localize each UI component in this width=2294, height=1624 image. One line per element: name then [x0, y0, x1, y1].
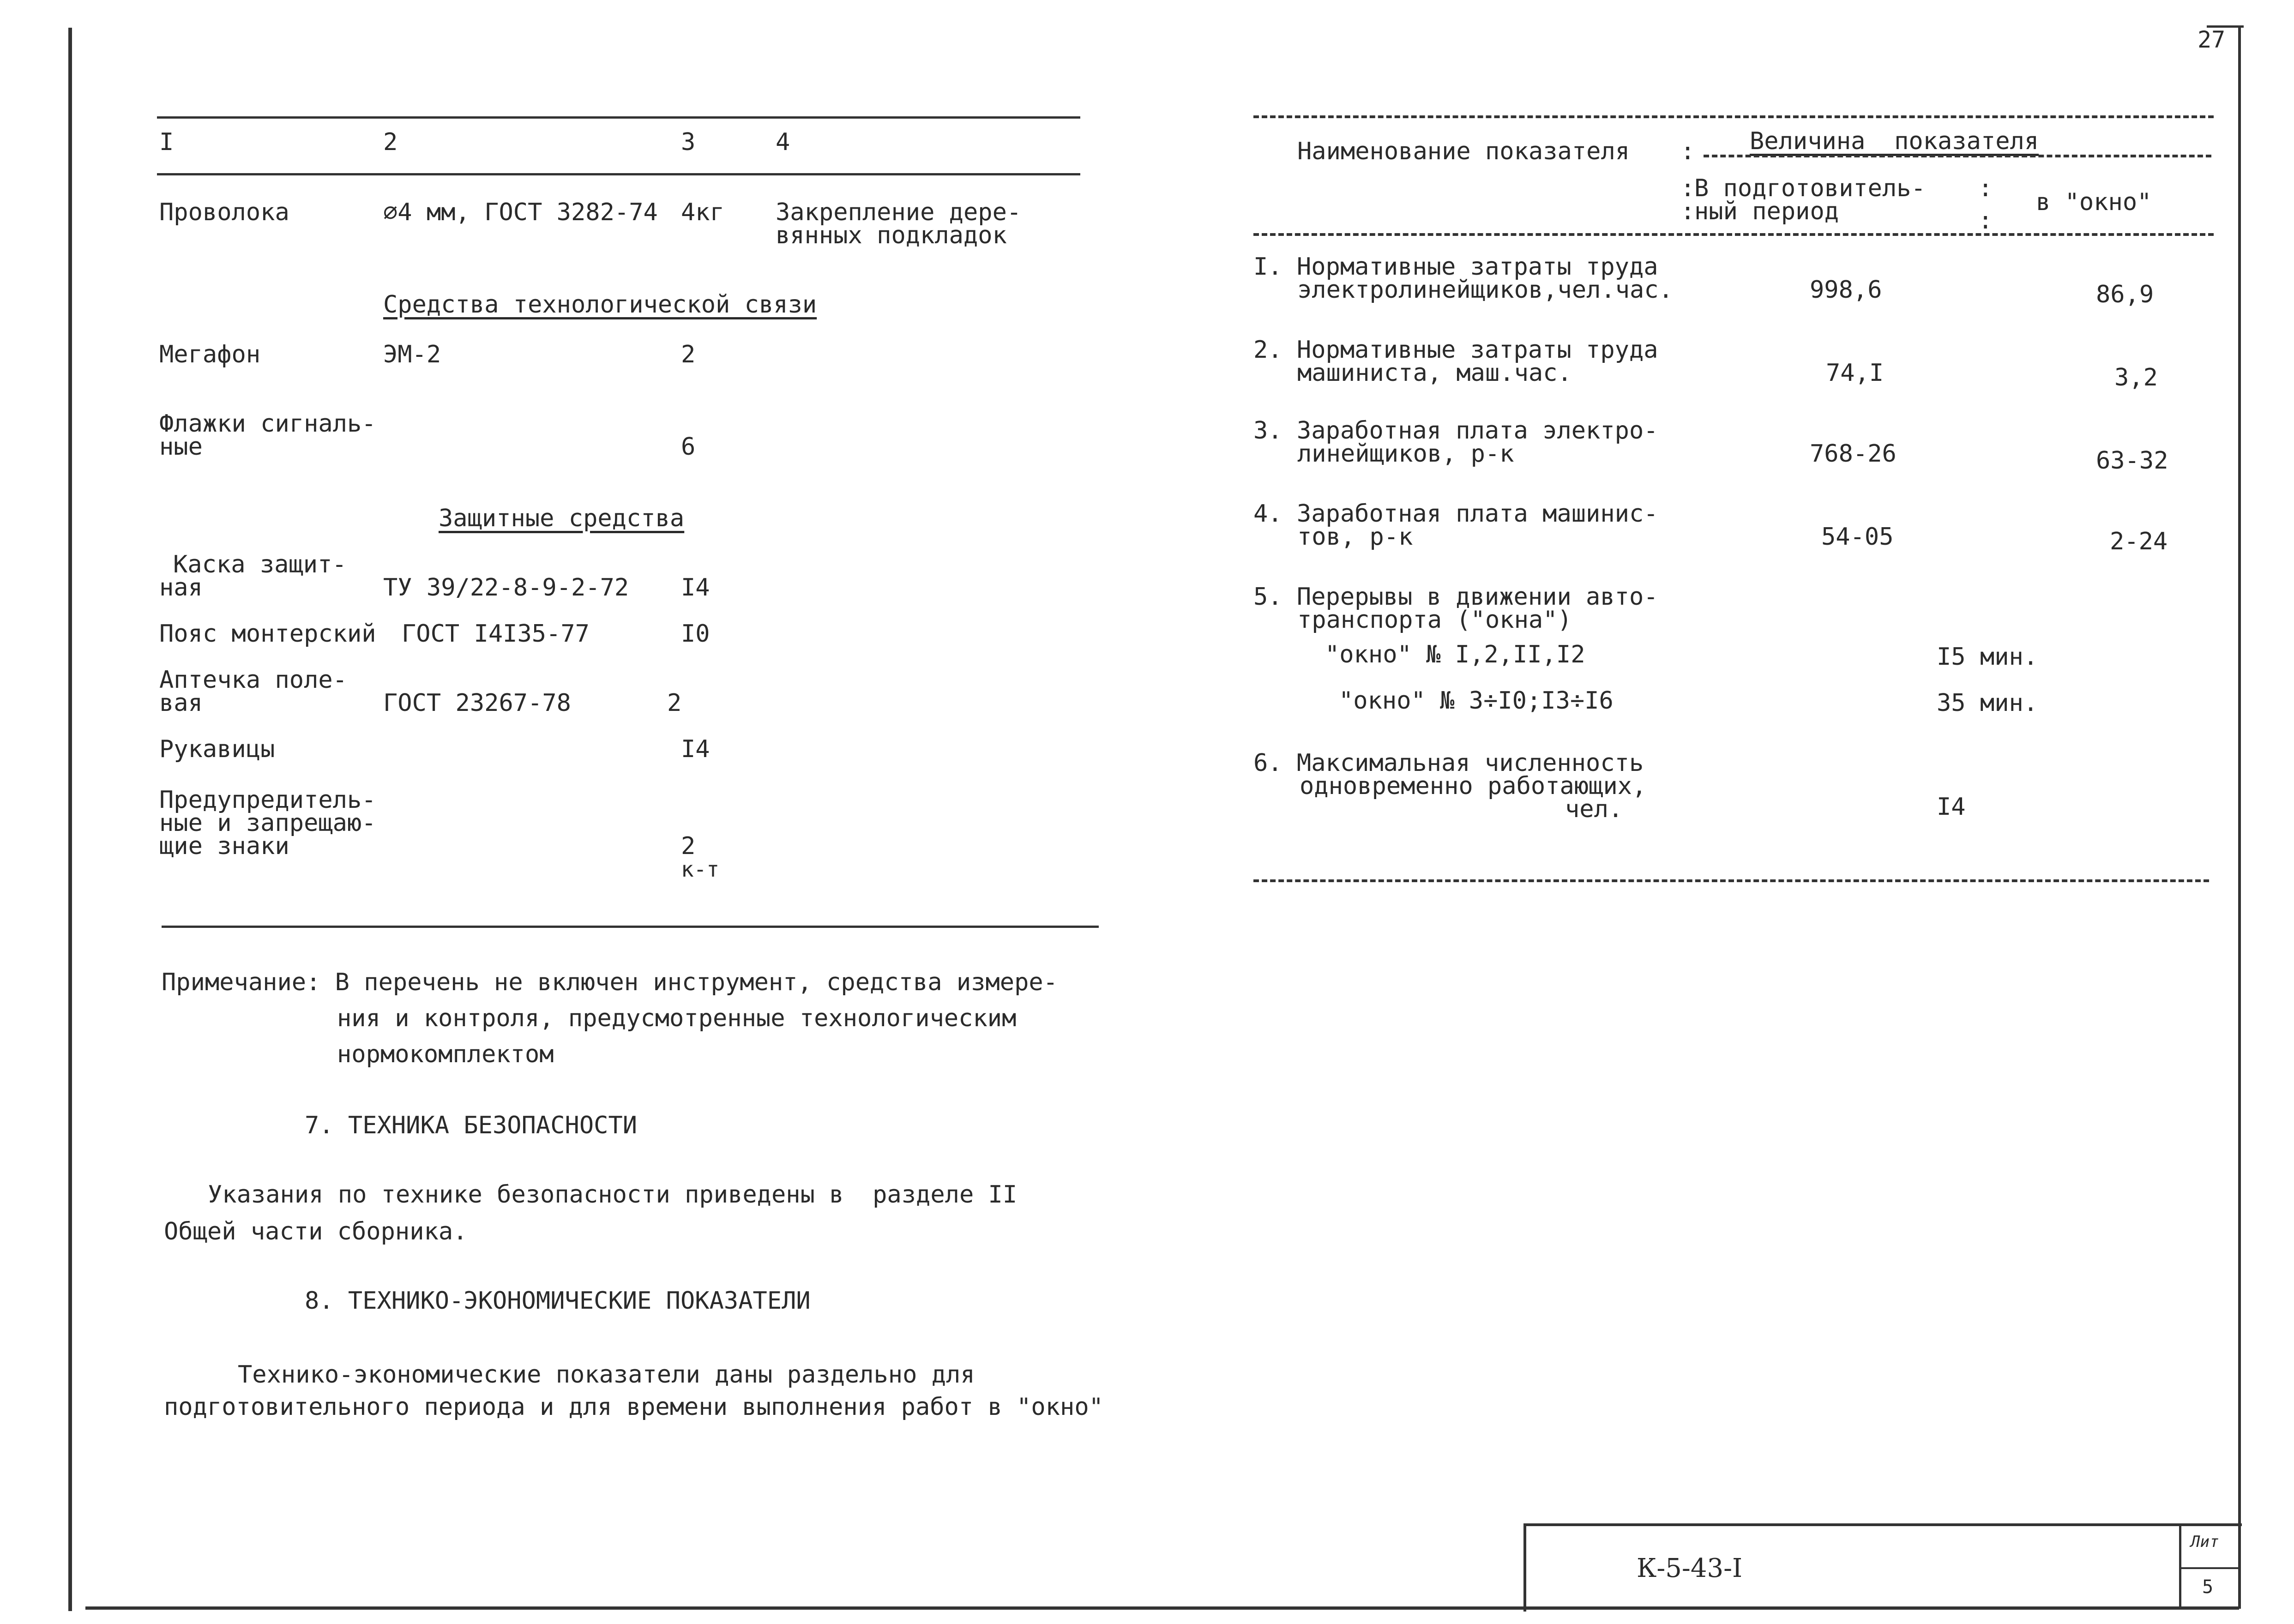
- table-bottom-line: [162, 926, 1099, 928]
- col-header-1: I: [159, 128, 174, 156]
- row-qty: 2: [667, 689, 682, 717]
- table-top-line: [157, 116, 1080, 119]
- section-7-text: Указания по технике безопасности приведены в разделе II: [208, 1181, 1018, 1209]
- header-bottom-line: [157, 173, 1080, 175]
- header-col2: в "окно": [2036, 188, 2152, 216]
- header-sep: :: [1680, 138, 1695, 165]
- row-name: Флажки сигналь-: [159, 410, 376, 438]
- header-group-dash: [1704, 155, 2211, 157]
- section-7-title: 7. ТЕХНИКА БЕЗОПАСНОСТИ: [305, 1112, 638, 1139]
- value-window: 63-32: [2096, 447, 2168, 475]
- title-block-divider: [2179, 1567, 2238, 1569]
- header-sep: :: [1680, 198, 1695, 225]
- indicator-name: электролинейщиков,чел.час.: [1297, 276, 1673, 304]
- document-code: К-5-43-I: [1637, 1553, 1743, 1583]
- indicator-name: 6. Максимальная численность: [1253, 749, 1644, 777]
- row-name: Проволока: [159, 198, 289, 226]
- row-name: Аптечка поле-: [159, 666, 347, 694]
- row-name: ные: [159, 433, 203, 461]
- row-spec: ГОСТ I4I35-77: [402, 620, 590, 648]
- note-line: ния и контроля, предусмотренные технологическим: [337, 1004, 1017, 1032]
- value-window: 2-24: [2110, 528, 2168, 555]
- frame-right-border: [2238, 25, 2241, 1609]
- row-name: Каска защит-: [173, 551, 347, 578]
- indicator-name: 3. Заработная плата электро-: [1253, 417, 1658, 445]
- table-top-dash: [1253, 115, 2214, 118]
- row-spec: ГОСТ 23267-78: [383, 689, 571, 717]
- value-max-workers: I4: [1937, 793, 1966, 821]
- row-qty-unit: к-т: [681, 857, 720, 882]
- row-qty: I4: [681, 574, 710, 601]
- indicator-name: 2. Нормативные затраты труда: [1253, 336, 1658, 364]
- value-prep: 768-26: [1810, 440, 1897, 468]
- row-qty: I4: [681, 735, 710, 763]
- row-qty: 6: [681, 433, 696, 461]
- indicator-name: линейщиков, р-к: [1297, 440, 1514, 468]
- indicator-name: одновременно работающих,: [1300, 772, 1647, 800]
- frame-left-border: [68, 28, 72, 1611]
- header-bottom-dash: [1253, 233, 2214, 236]
- header-name: Наименование показателя: [1297, 138, 1630, 165]
- indicator-name: транспорта ("окна"): [1297, 606, 1572, 634]
- row-name: ная: [159, 574, 203, 601]
- row-name: Пояс монтерский: [159, 620, 376, 648]
- row-name: вая: [159, 689, 203, 717]
- header-sep: :: [1978, 207, 1993, 235]
- row-note: Закрепление дере-: [776, 198, 1022, 226]
- value-prep: 998,6: [1810, 276, 1882, 304]
- title-block: [1523, 1523, 2242, 1612]
- header-sep: :: [1978, 174, 1993, 202]
- window-list: "окно" № 3÷I0;I3÷I6: [1339, 687, 1614, 715]
- value-window: 3,2: [2114, 364, 2158, 391]
- row-note: вянных подкладок: [776, 222, 1007, 249]
- sheet-number: 5: [2202, 1576, 2214, 1598]
- row-name: Предупредитель-: [159, 786, 376, 814]
- table-bottom-dash: [1253, 879, 2209, 882]
- row-name: Мегафон: [159, 341, 261, 368]
- section-heading-protective: Защитные средства: [439, 505, 685, 532]
- indicator-name: чел.: [1565, 795, 1623, 823]
- row-qty: 2: [681, 832, 696, 860]
- indicator-name: 5. Перерывы в движении авто-: [1253, 583, 1658, 611]
- header-group: Величина показателя: [1750, 127, 2039, 155]
- note-line: Примечание: В перечень не включен инструмент, средства измере-: [162, 968, 1058, 996]
- indicator-name: 4. Заработная плата машинис-: [1253, 500, 1658, 528]
- page-number: 27: [2198, 26, 2226, 53]
- indicator-name: I. Нормативные затраты труда: [1253, 253, 1658, 281]
- header-col1: В подготовитель-: [1694, 174, 1926, 202]
- note-line: нормокомплектом: [337, 1041, 554, 1068]
- window-duration: I5 мин.: [1937, 643, 2038, 671]
- row-name: ные и запрещаю-: [159, 809, 376, 837]
- section-8-text: Технико-экономические показатели даны раздельно для: [238, 1361, 975, 1389]
- header-sep: :: [1680, 174, 1695, 202]
- section-7-text: Общей части сборника.: [164, 1218, 468, 1245]
- row-qty: 2: [681, 341, 696, 368]
- section-heading-communication: Средства технологической связи: [383, 291, 817, 319]
- window-list: "окно" № I,2,II,I2: [1325, 641, 1585, 668]
- indicator-name: машиниста, маш.час.: [1297, 359, 1572, 387]
- row-spec: ТУ 39/22-8-9-2-72: [383, 574, 629, 601]
- section-8-text: подготовительного периода и для времени выполнения работ в "окно": [164, 1393, 1103, 1421]
- col-header-4: 4: [776, 128, 790, 156]
- window-duration: 35 мин.: [1937, 689, 2038, 717]
- row-name: щие знаки: [159, 832, 289, 860]
- value-window: 86,9: [2096, 281, 2154, 308]
- row-qty: I0: [681, 620, 710, 648]
- row-qty: 4кг: [681, 198, 724, 226]
- section-8-title: 8. ТЕХНИКО-ЭКОНОМИЧЕСКИЕ ПОКАЗАТЕЛИ: [305, 1287, 811, 1315]
- value-prep: 74,I: [1826, 359, 1884, 387]
- row-name: Рукавицы: [159, 735, 275, 763]
- col-header-2: 2: [383, 128, 398, 156]
- header-col1: ный период: [1694, 198, 1839, 225]
- indicator-name: тов, р-к: [1297, 523, 1413, 551]
- col-header-3: 3: [681, 128, 696, 156]
- row-spec: ЭМ-2: [383, 341, 441, 368]
- value-prep: 54-05: [1821, 523, 1894, 551]
- row-spec: ∅4 мм, ГОСТ 3282-74: [383, 198, 658, 226]
- stamp-label: Лит: [2191, 1533, 2219, 1551]
